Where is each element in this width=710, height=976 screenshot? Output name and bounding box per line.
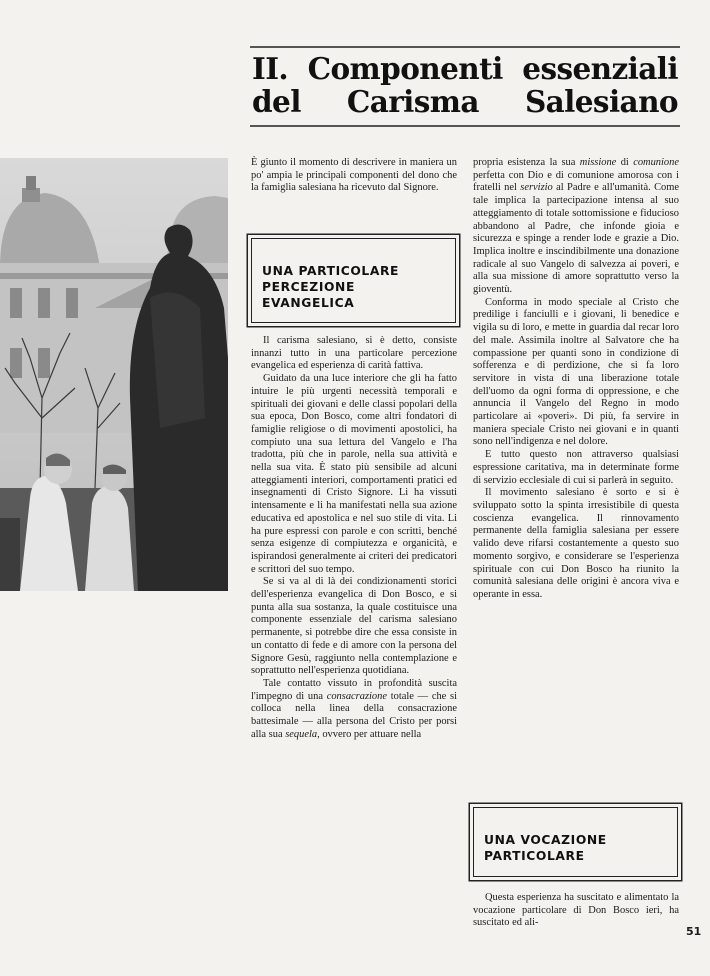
paragraph (251, 678, 457, 742)
text-run: al Padre e all'umanità. Come tale implica la partecipazione intensa al suo atteggiamento di totale sottomissione e fiducioso abbandono al Padre, che infonde gioia e sicurezza e spinge a render lode e grazie a Dio. Implica inoltre e inscindibilmente una donazione radicale al suo Vangelo di salvezza ai poveri, e alla sua missione di amore soprattutto verso la gioventù. (473, 182, 679, 296)
title-line-1: II. Componenti essenziali (252, 51, 678, 86)
section-heading-line-1: UNA PARTICOLARE (262, 264, 400, 278)
section-heading-line-2: PERCEZIONE (262, 280, 355, 294)
photo-don-bosco-statue (0, 158, 228, 591)
title-underline (250, 125, 680, 127)
section-box-percezione-evangelica (251, 238, 456, 323)
paragraph: Il movimento salesiano è sorto e si è sviluppato sotto la spinta irresistibile di questa coscienza evangelica. Il rinnovamento permanente della famiglia salesiana per essere valido deve rifarsi costantemente a questo suo momento sorgivo, e considerare se l'esperienza spirituale con cui Don Bosco ha riunito la comunità salesiana delle origini è ancora viva e operante in essa. (473, 487, 679, 600)
italic-term: comunione (633, 157, 679, 168)
paragraph: Questa esperienza ha suscitato e alimentato la vocazione particolare di Don Bosco ieri, ha suscitato ed ali- (473, 892, 679, 929)
top-rule (250, 46, 680, 48)
paragraph: Conforma in modo speciale al Cristo che predilige i fanciulli e i giovani, li benedice e vigila su di loro, e mette in guardia dal recar loro del male. Assimila inoltre al Salvatore che ha compassione per quanti sono in condizione di sofferenza e di perdizione, che si fa loro servitore in vista di una liberazione totale dell'uomo da ogni forma di oppressione, e che annuncia il Vangelo del Regno in modo particolare ai «poveri». Di più, fa servire in maniera speciale Cristo nei giovani e in quanti sono nell'indigenza e nel dolore. (473, 296, 679, 448)
paragraph: Guidato da una luce interiore che gli ha fatto intuire le più urgenti necessità temporali e spirituali dei giovani e delle classi popolari della sua epoca, Don Bosco, come altri fondatori di famiglie religiose o di movimenti apostolici, ha compiuto una sua lettura del Vangelo e l'ha tradotta, più che in parole, nella sua attività e nella sua vita. È stato più sensibile ad alcuni atteggiamenti interiori, comportamenti pratici ed insegnamenti di Cristo Signore. Li ha vissuti intensamente e li ha manifestati nella sua azione educativa ed apostolica e nel suo stile di vita. Li ha pure espressi con parole e con scritti, benché senza esigenze di compiutezza e organicità, e ispirandosi generalmente ai criteri dei predicatori e scrittori del suo tempo. (251, 373, 457, 575)
italic-term: missione (579, 157, 617, 168)
paragraph (473, 157, 679, 297)
section-box-vocazione-particolare (473, 807, 678, 877)
column-right (473, 157, 679, 602)
title-line-2: del Carisma Salesiano (252, 84, 678, 119)
section-heading-line-1: UNA VOCAZIONE (484, 833, 607, 847)
section-heading-line-2: PARTICOLARE (484, 849, 585, 863)
page-title (252, 52, 678, 118)
text-run: perfetta con Dio e di comunione amorosa con i fratelli nel (473, 169, 679, 194)
text-run: ovvero per attuare nella (319, 728, 422, 740)
paragraph: Se si va al di là dei condizionamenti storici dell'esperienza evangelica di Don Bosco, e si punta alla sua sostanza, la quale costituisce una componente essenziale del carisma salesiano permanente, si potrebbe dire che essa consiste in un contatto di fede e di amore con la persona del Signore Gesù, raggiunto nella contemplazione e soprattutto nell'esperienza quotidiana. (251, 576, 457, 677)
paragraph: E tutto questo non attraverso qualsiasi espressione caritativa, ma in determinate forme di servizio ecclesiale di cui si parlerà in seguito. (473, 449, 679, 486)
text-run: totale — che si colloca nella linea della consacrazione battesimale — alla persona del Cristo per porsi alla sua (251, 690, 457, 740)
text-run: Tale contatto vissuto in profondità suscita l'impegno di una (251, 677, 457, 702)
italic-term: consacrazione (326, 690, 387, 702)
intro-paragraph: È giunto il momento di descrivere in maniera un po' ampia le principali componenti del dono che la famiglia salesiana ha ricevuto dal Signore. (251, 157, 457, 194)
column-middle (251, 335, 457, 742)
intro-column (251, 157, 457, 195)
text-run: propria esistenza la sua (473, 157, 580, 168)
paragraph: Il carisma salesiano, si è detto, consiste innanzi tutto in una particolare percezione evangelica ed esperienza di carità fattiva. (251, 335, 457, 372)
photo-illustration (0, 158, 228, 591)
column-right-end (473, 892, 679, 930)
text-run: di (616, 157, 634, 168)
section-heading-line-3: EVANGELICA (262, 296, 355, 310)
italic-term: servizio (520, 182, 553, 194)
page-number: 51 (686, 925, 702, 938)
italic-term: sequela, (285, 728, 320, 740)
